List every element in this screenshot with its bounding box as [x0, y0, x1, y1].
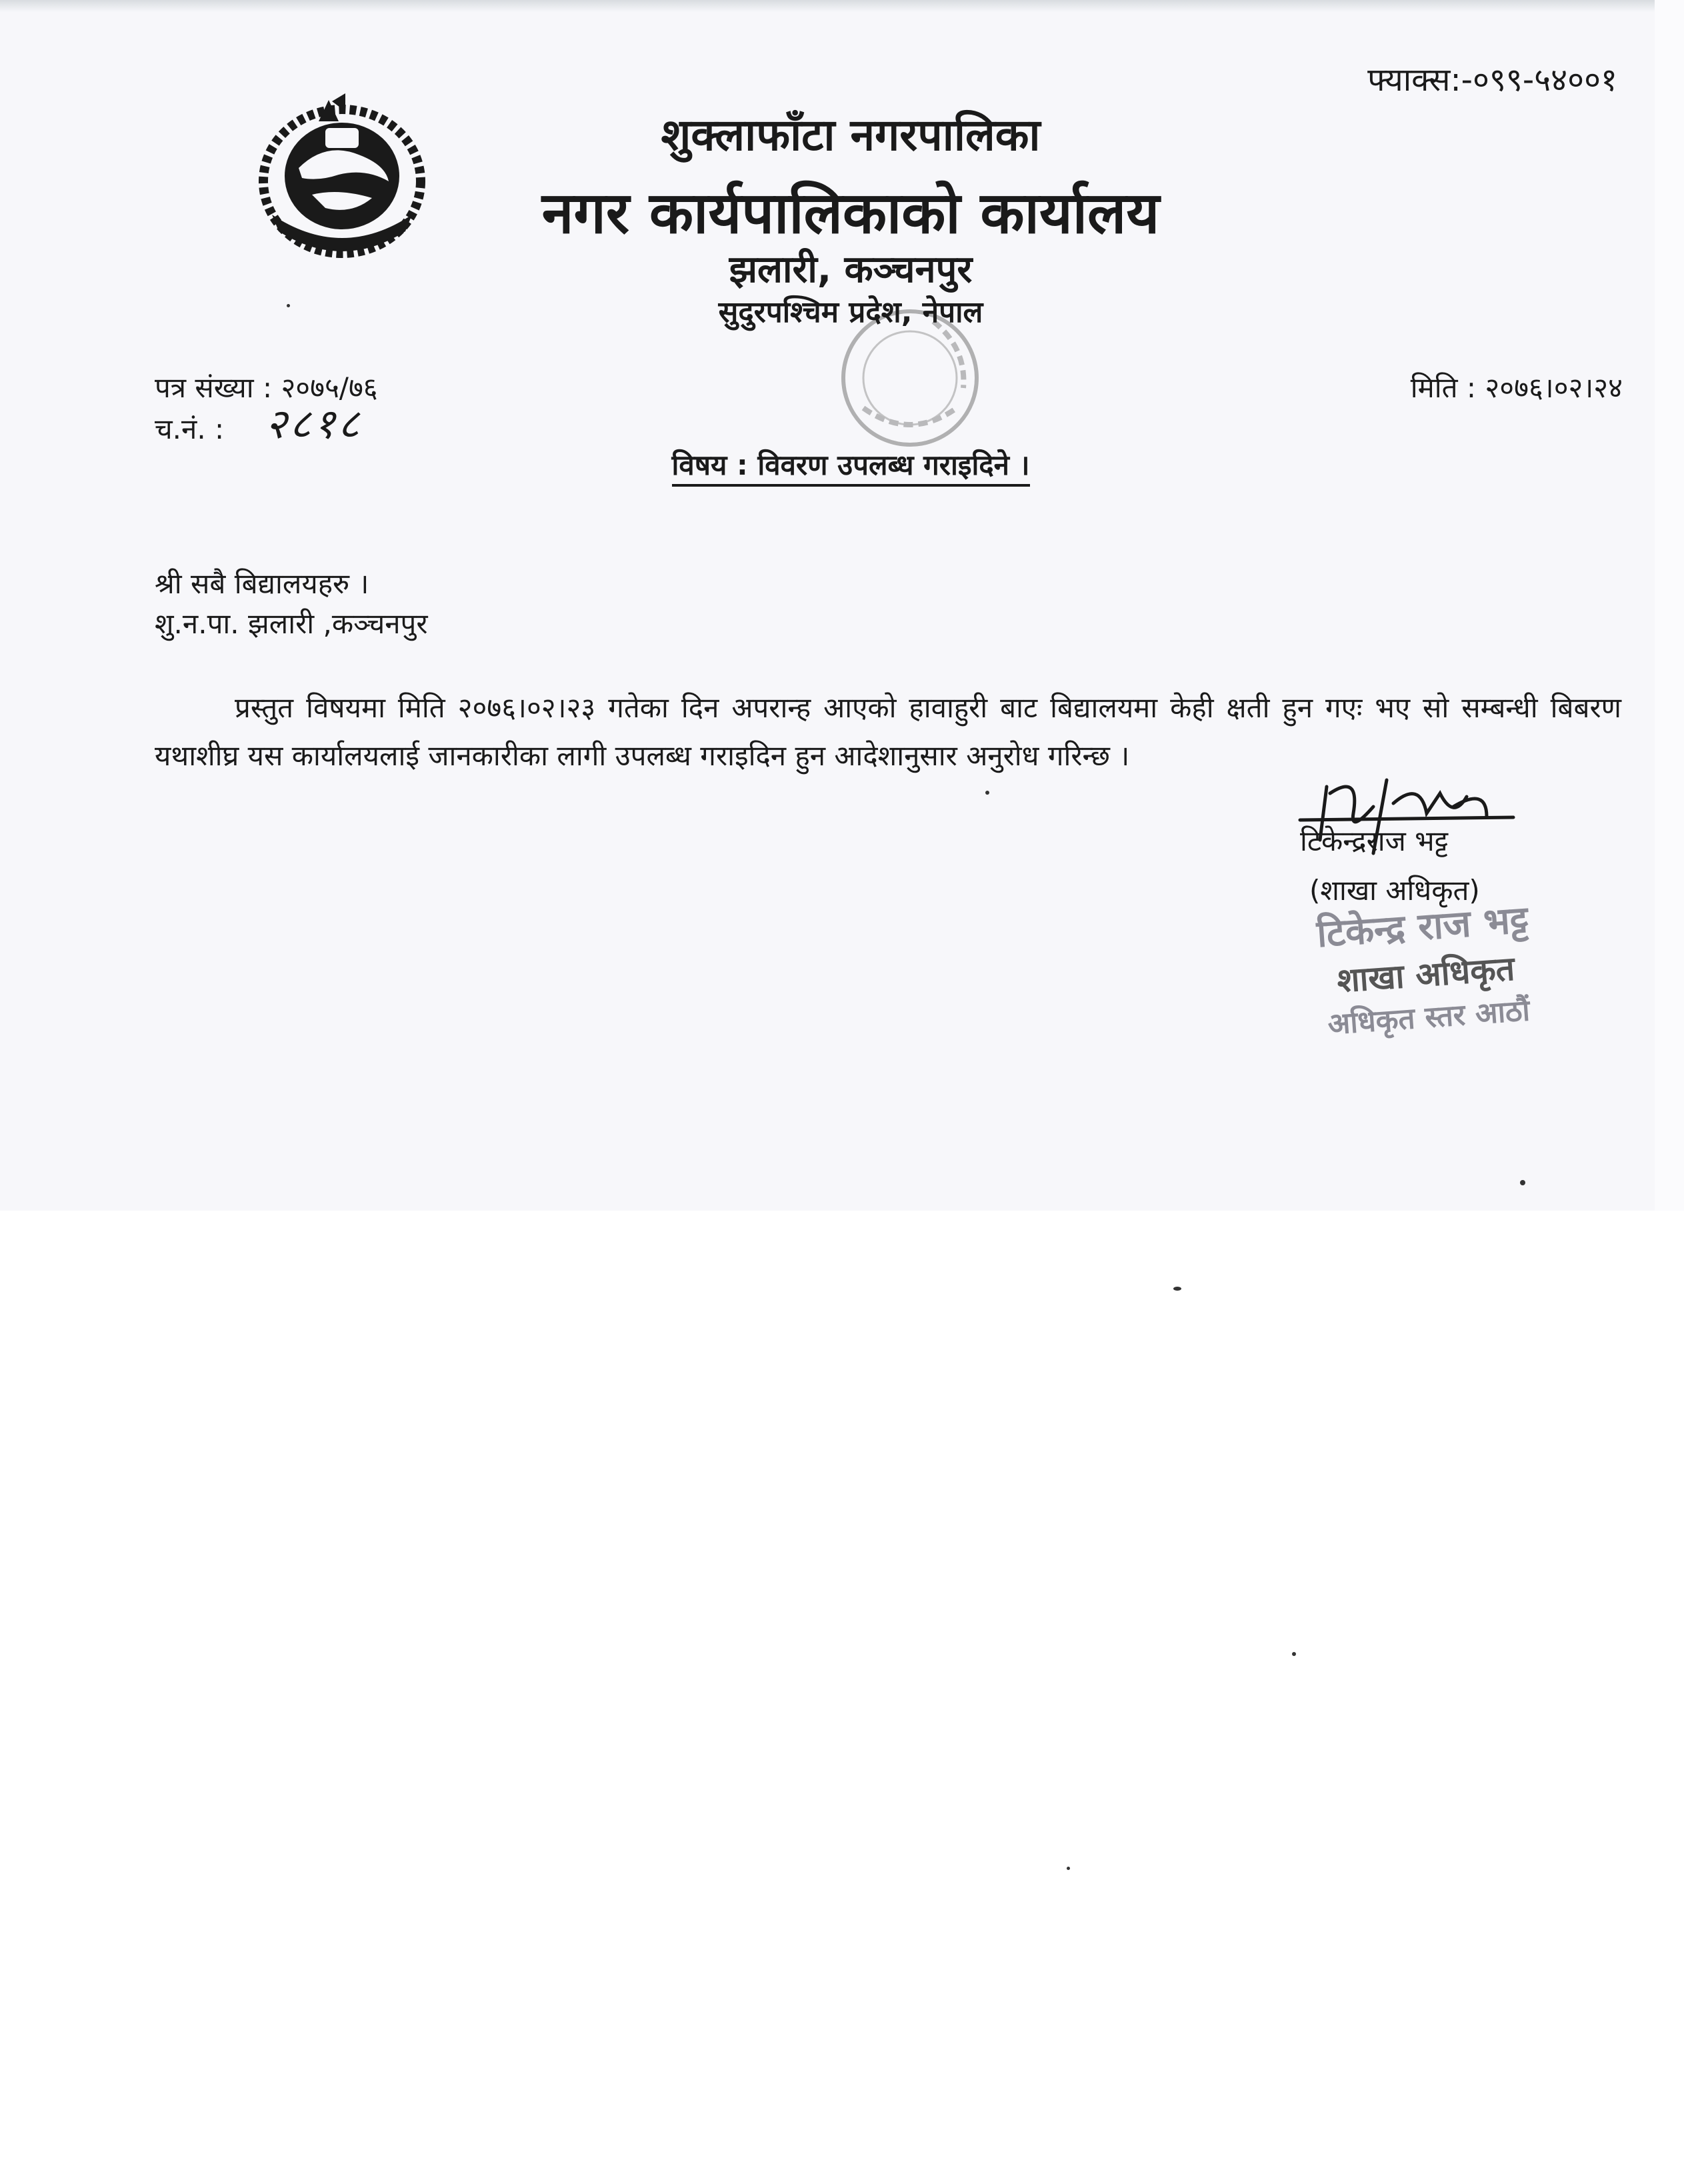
signatory-name: टिकेन्द्रराज भट्ट	[1300, 825, 1449, 857]
scan-top-shadow	[0, 0, 1655, 12]
recipient-line-1: श्री सबै बिद्यालयहरु ।	[155, 567, 369, 600]
scan-speck	[1292, 1652, 1296, 1656]
office-location: झलारी, कञ्चनपुर	[729, 248, 973, 291]
scan-speck	[1067, 1867, 1070, 1870]
letter-number: पत्र संख्या : २०७५/७६	[155, 371, 378, 404]
scan-edge	[1655, 0, 1684, 1211]
scan-speck	[1520, 1180, 1525, 1185]
dispatch-number-handwritten: २८१८	[265, 399, 362, 448]
stamp-level: अधिकृत स्तर आठौं	[1326, 993, 1531, 1042]
province-name: सुदुरपश्चिम प्रदेश, नेपाल	[718, 295, 983, 329]
scan-speck	[287, 304, 290, 307]
stamp-name: टिकेन्द्र राज भट्ट	[1315, 898, 1530, 957]
recipient-line-2: शु.न.पा. झलारी ,कञ्चनपुर	[155, 607, 428, 640]
municipality-name: शुक्लाफाँटा नगरपालिका	[661, 109, 1041, 161]
fax-number: फ्याक्स:-०९९-५४००१	[1367, 61, 1617, 99]
subject-line	[0, 445, 1655, 483]
letter-body-text: प्रस्तुत विषयमा मिति २०७६।०२।२३ गतेका दिन अपरान्ह आएको हावाहुरी बाट बिद्यालयमा केही क्षती हुन गएः भए सो सम्बन्धी बिबरण यथाशीघ्र यस कार्यालयलाई जानकारीका लागी उपलब्ध गराइदिन हुन आदेशानुसार अनुरोध गरिन्छ ।	[155, 691, 1621, 772]
signatory-title: (शाखा अधिकृत)	[1309, 874, 1480, 907]
scan-speck	[985, 791, 989, 795]
officer-stamp	[1294, 891, 1556, 1045]
office-name: नगर कार्यपालिकाको कार्यालय	[541, 180, 1160, 247]
subject-text: विषय : विवरण उपलब्ध गराइदिने ।	[672, 449, 1030, 487]
dispatch-label: च.नं. :	[155, 413, 225, 445]
stamp-title: शाखा अधिकृत	[1335, 949, 1516, 1001]
letter-body	[155, 684, 1621, 780]
scan-speck	[1173, 1287, 1181, 1291]
letter-date: मिति : २०७६।०२।२४	[1410, 371, 1623, 404]
